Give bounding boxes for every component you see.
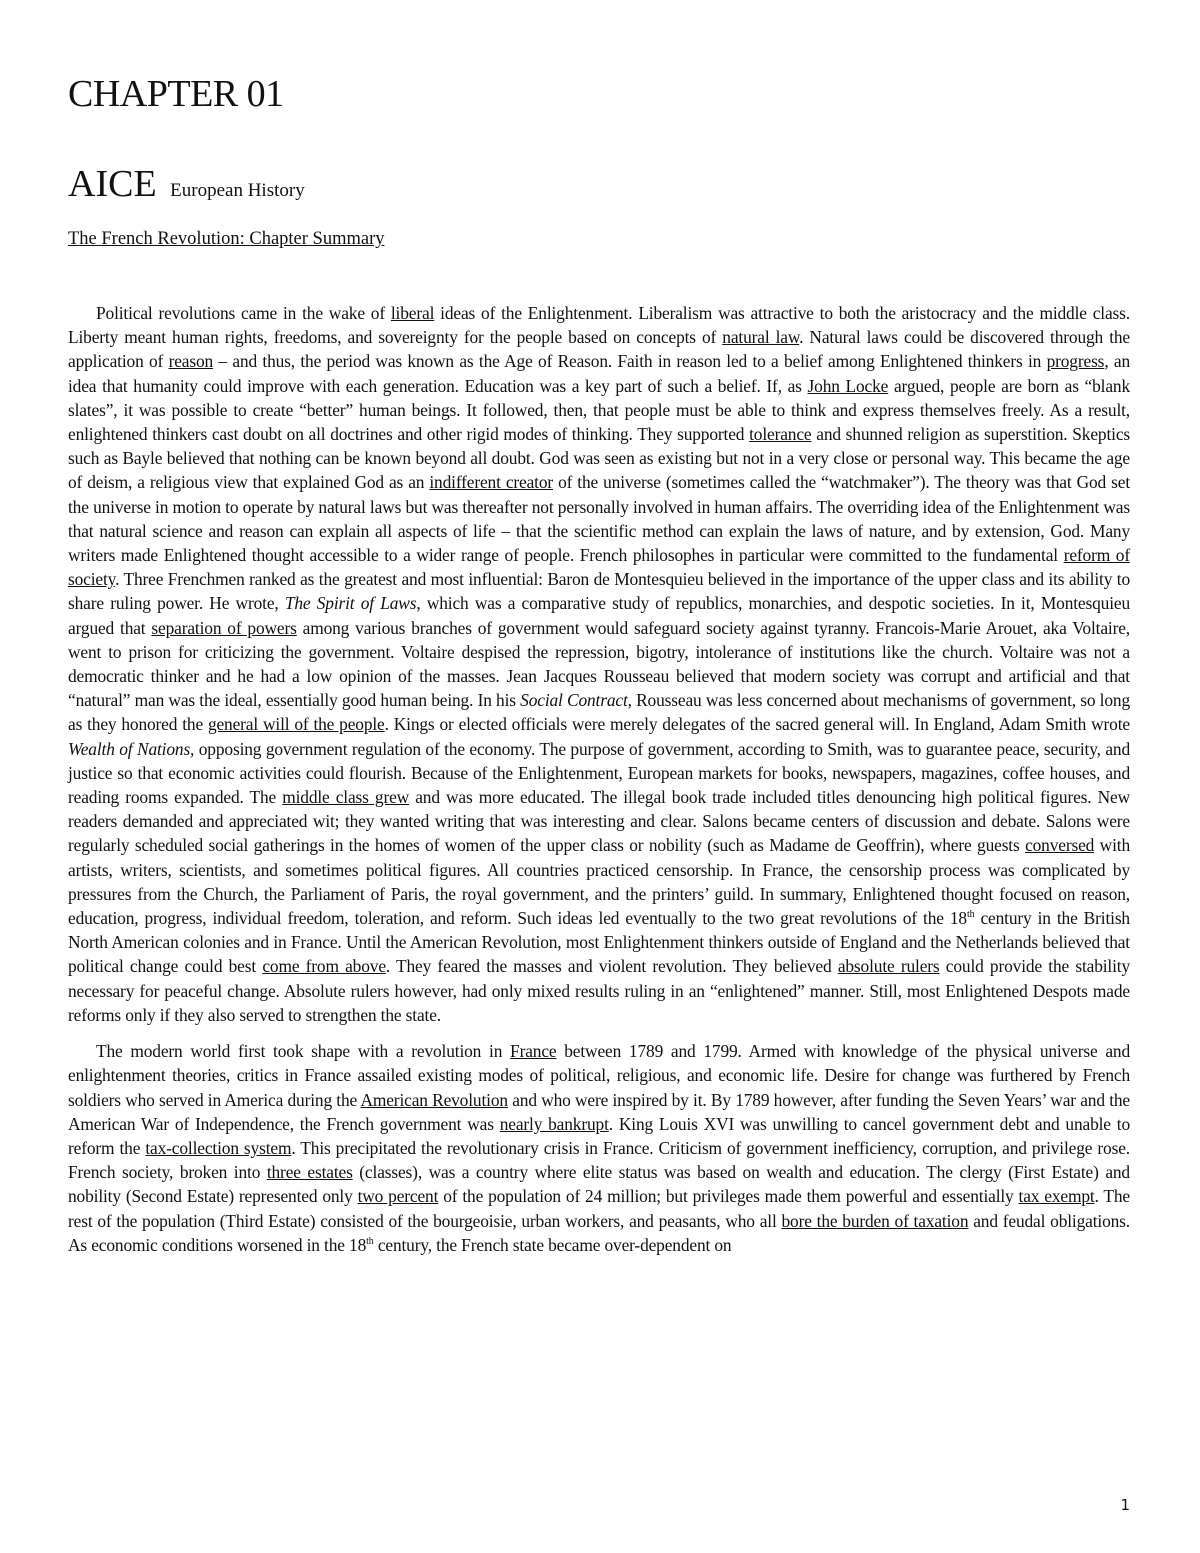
text-run: of the population of 24 million; but privileges made them powerful and essentially <box>438 1186 1019 1207</box>
term-liberal: liberal <box>390 303 435 323</box>
term-tolerance: tolerance <box>749 424 812 445</box>
text-run: . Kings or elected officials were merely delegates of the sacred general will. In England, Adam Smith wrote <box>384 714 1130 735</box>
text-run: , an idea that humanity could improve with each generation. Education was a key part of such a belief. If, as <box>68 351 1130 396</box>
ordinal-suffix: th <box>966 909 975 921</box>
text-run: and shunned religion as superstition. Skeptics such as Bayle believed that nothing can be known beyond all doubt. God was seen as existing but not in a very close or personal way. This became the age of deism, a religious view that explained God as an <box>68 424 1131 493</box>
ordinal-suffix: th <box>366 1235 374 1247</box>
paragraph-enlightenment <box>68 301 1130 1027</box>
text-run: The modern world first took shape with a revolution in <box>96 1041 511 1062</box>
text-run: . King Louis XVI was unwilling to cancel government debt and unable to reform the <box>68 1113 1130 1158</box>
text-run: and who were inspired by it. By 1789 however, after funding the Seven Years’ war and the American War of Independence, the French government was <box>68 1089 1130 1134</box>
century-number: 18 <box>949 908 967 929</box>
text-run: . They feared the masses and violent revolution. They believed <box>385 956 838 977</box>
term-reason: reason <box>168 351 214 372</box>
term-middle-class-grew: middle class grew <box>282 787 410 808</box>
term-separation-of-powers: separation of powers <box>151 617 297 638</box>
term-progress: progress <box>1046 351 1105 372</box>
term-conversed: conversed <box>1025 835 1095 856</box>
page-number: 1 <box>1120 1496 1130 1514</box>
course-main: AICE <box>68 163 157 205</box>
term-three-estates: three estates <box>266 1162 353 1183</box>
term-come-from-above: come from above <box>262 956 386 977</box>
title-spirit-of-laws: The Spirit of Laws <box>284 593 417 614</box>
term-nearly-bankrupt: nearly bankrupt <box>499 1113 609 1134</box>
chapter-heading: CHAPTER 01 <box>68 73 284 115</box>
text-run: and feudal obligations. As economic conditions worsened in the <box>68 1210 1130 1255</box>
text-run: with artists, writers, scientists, and sometimes political figures. All countries practiced censorship. In France, the censorship process was complicated by pressures from the Church, the Parliament of Paris, the royal government, and the printers’ guild. In summary, Enlightened thought focused on reason, education, progress, individual freedom, toleration, and reform. Such ideas led eventually to the two great revolutions of the <box>68 835 1130 929</box>
term-john-locke: John Locke <box>807 375 889 396</box>
title-social-contract: Social Contract <box>520 690 628 711</box>
text-run: . The rest of the population (Third Estate) consisted of the bourgeoisie, urban workers, and peasants, who all <box>68 1186 1130 1231</box>
text-run: century in the British North American colonies and in France. Until the American Revolution, most Enlightenment thinkers outside of England and the Netherlands believed that political change could best <box>68 908 1130 977</box>
title-wealth-of-nations: Wealth of Nations, <box>68 738 195 759</box>
text-run: century, the French state became over-dependent on <box>373 1234 732 1255</box>
text-run: . Three Frenchmen ranked as the greatest and most influential: Baron de Montesquieu believed in the importance of the upper class and its ability to share ruling power. He wrote, <box>68 569 1130 614</box>
paragraph-revolution <box>68 1039 1130 1257</box>
text-run: of the universe (sometimes called the “watchmaker”). The theory was that God set the universe in motion to operate by natural laws but was thereafter not personally involved in human affairs. The overriding idea of the Enlightenment was that natural science and reason can explain all aspects of life – that the scientific method can explain the laws of nature, and by extension, God. Many writers made Enlightened thought accessible to a wider range of people. French philosophes in particular were committed to the fundamental <box>68 472 1131 566</box>
text-run: . This precipitated the revolutionary crisis in France. Criticism of government inefficiency, corruption, and privilege rose. French society, broken into <box>68 1137 1130 1183</box>
term-two-percent: two percent <box>357 1186 439 1207</box>
century-number: 18 <box>349 1234 367 1255</box>
term-american-revolution: American Revolution <box>360 1089 508 1110</box>
text-run: , which was a comparative study of republics, monarchies, and despotic societies. In it, Montesquieu argued that <box>68 593 1131 638</box>
text-run: argued, people are born as “blank slates”, it was possible to create “better” human beings. It followed, then, that people must be able to think and express themselves freely. As a result, enlightened thinkers cast doubt on all doctrines and other rigid modes of thinking. They supported <box>68 375 1131 445</box>
summary-title: The French Revolution: Chapter Summary <box>68 229 385 249</box>
term-tax-collection-system: tax-collection system <box>145 1137 292 1158</box>
text-run: could provide the stability necessary for peaceful change. Absolute rulers however, had only mixed results ruling in an “enlightened” manner. Still, most Enlightened Despots made reforms only if they also served to strengthen the state. <box>68 956 1131 1025</box>
term-general-will: general will of the people <box>207 714 385 735</box>
document-body <box>68 301 1130 1269</box>
course-subtitle: European History <box>170 180 305 201</box>
course-heading <box>68 162 305 206</box>
term-indifferent-creator: indifferent creator <box>429 472 554 493</box>
term-burden-of-taxation: bore the burden of taxation <box>781 1210 969 1231</box>
term-natural-law: natural law <box>722 327 800 348</box>
text-run: ideas of the Enlightenment. Liberalism was attractive to both the aristocracy and the middle class. Liberty meant human rights, freedoms, and sovereignty for the people based on concepts of <box>68 303 1130 348</box>
text-run: (classes), was a country where elite status was based on wealth and education. The clergy (First Estate) and nobility (Second Estate) represented only <box>68 1162 1130 1207</box>
text-run: among various branches of government would safeguard society against tyranny. Francois-Marie Arouet, aka Voltaire, went to prison for criticizing the government. Voltaire despised the repression, bigotry, intolerance of institutions like the church. Voltaire was not a democratic thinker and he had a low opinion of the masses. Jean Jacques Rousseau believed that modern society was corrupt and artificial and that “natural” man was the ideal, essentially good human being. In his <box>68 617 1130 711</box>
term-france: France <box>510 1041 557 1062</box>
term-reform-of-society: reform of society <box>68 545 1130 590</box>
text-run: . Natural laws could be discovered through the application of <box>68 327 1130 372</box>
text-run: – and thus, the period was known as the Age of Reason. Faith in reason led to a belief among Enlightened thinkers in <box>213 351 1047 372</box>
term-tax-exempt: tax exempt <box>1018 1186 1095 1207</box>
term-absolute-rulers: absolute rulers <box>837 956 940 977</box>
text-run: , Rousseau was less concerned about mechanisms of government, so long as they honored the <box>68 690 1130 735</box>
text-run: and was more educated. The illegal book trade included titles denouncing high political figures. New readers demanded and appreciated wit; they wanted writing that was interesting and clear. Salons became centers of discussion and debate. Salons were regularly scheduled social gatherings in the homes of women of the upper class or nobility (such as Madame de Geoffrin), where guests <box>68 787 1130 856</box>
text-run: Political revolutions came in the wake of <box>96 303 391 323</box>
text-run: between 1789 and 1799. Armed with knowledge of the physical universe and enlightenment theories, critics in France assailed existing modes of political, religious, and economic life. Desire for change was furthered by French soldiers who served in America during the <box>68 1041 1130 1110</box>
text-run: opposing government regulation of the economy. The purpose of government, according to Smith, was to guarantee peace, security, and justice so that economic activities could flourish. Because of the Enlightenment, European markets for books, newspapers, magazines, coffee houses, and reading rooms expanded. The <box>68 738 1131 808</box>
